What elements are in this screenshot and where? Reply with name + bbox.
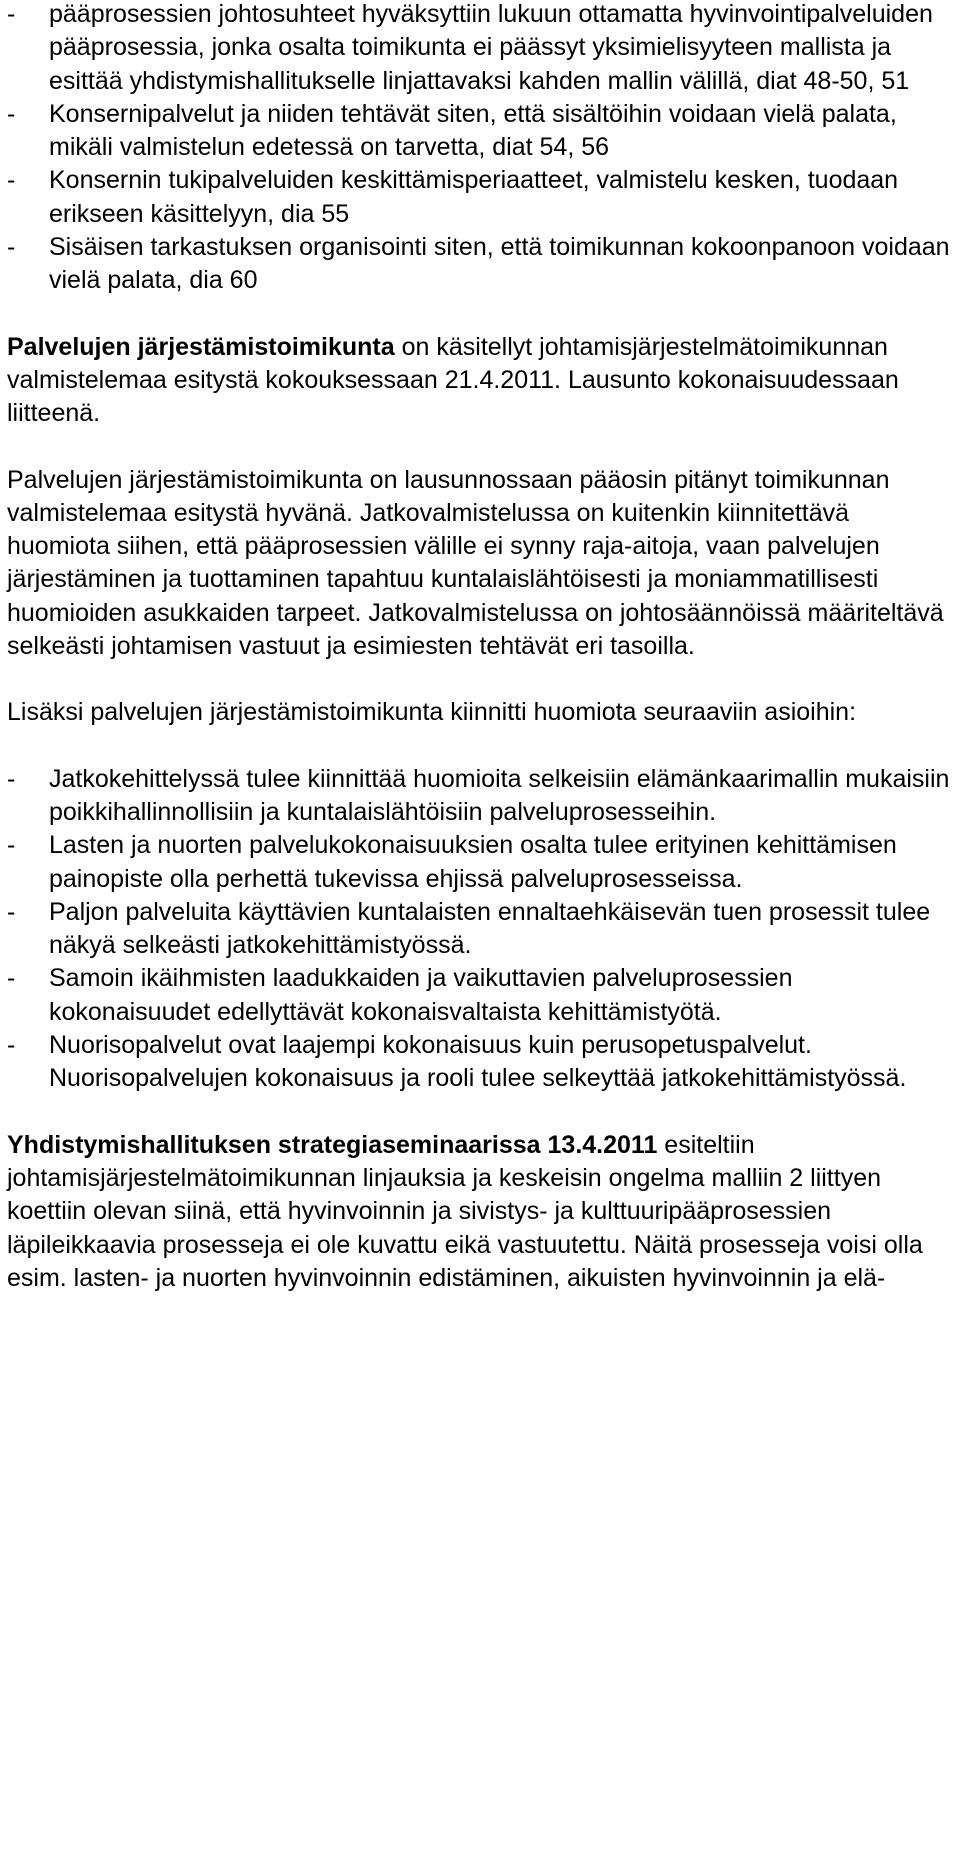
list-dash: - [7, 964, 16, 993]
list-item-text: pääprosessien johtosuhteet hyväksyttiin lukuun ottamatta hyvinvointipalveluiden pääprosessia, jonka osalta toimikunta ei päässyt yksimielisyyteen mallista ja esittää yhdistymishallitukselle linjattavaksi kahden mallin välillä, diat 48-50, 51 [49, 0, 933, 95]
list-item [7, 231, 955, 298]
list-item [7, 896, 955, 963]
list-dash: - [7, 233, 16, 262]
list-item [7, 763, 955, 830]
list-item-text: Konsernipalvelut ja niiden tehtävät siten, että sisältöihin voidaan vielä palata, mikäli valmistelun edetessä on tarvetta, diat 54, 56 [49, 99, 897, 162]
committee-text: on käsitellyt johtamisjärjestelmätoimikunnan valmistelemaa esitystä kokouksessaan 21.4.2011. Lausunto kokonaisuudessaan liitteenä. [7, 332, 899, 428]
list-item-text: Sisäisen tarkastuksen organisointi siten, että toimikunnan kokoonpanoon voidaan vielä palata, dia 60 [49, 233, 950, 295]
list-dash: - [7, 0, 16, 28]
list-item-text: Nuorisopalvelut ovat laajempi kokonaisuus kuin perusopetuspalvelut. Nuorisopalvelujen kokonaisuus ja rooli tulee selkeyttää jatkokehittämistyössä. [49, 1031, 907, 1093]
list-dash: - [7, 764, 16, 793]
list-item-text: Paljon palveluita käyttävien kuntalaisten ennaltaehkäisevän tuen prosessit tulee näkyä selkeästi jatkokehittämistyössä. [49, 897, 931, 960]
seminar-heading: Yhdistymishallituksen strategiaseminaarissa 13.4.2011 [7, 1130, 658, 1159]
document-page [7, 0, 955, 1295]
seminar-paragraph [7, 1129, 955, 1295]
statement-paragraph: Palvelujen järjestämistoimikunta on lausunnossaan pääosin pitänyt toimikunnan valmistelemaa esitystä hyvänä. Jatkovalmistelussa on kuitenkin kiinnitettävä huomiota siihen, että pääprosessien välille ei synny raja-aitoja, vaan palvelujen järjestäminen ja tuottaminen tapahtuu kuntalaislähtöisesti ja moniammatillisesti huomioiden asukkaiden tarpeet. Jatkovalmistelussa on johtosäännöissä määriteltävä selkeästi johtamisen vastuut ja esimiesten tehtävät eri tasoilla. [7, 465, 944, 661]
list-item [7, 164, 955, 231]
list-item [7, 0, 955, 98]
list-dash: - [7, 1031, 16, 1060]
list-dash: - [7, 166, 16, 195]
additional-paragraph: Lisäksi palvelujen järjestämistoimikunta kiinnitti huomiota seuraaviin asioihin: [7, 698, 857, 727]
list-item [7, 962, 955, 1029]
list-item-text: Samoin ikäihmisten laadukkaiden ja vaikuttavien palveluprosessien kokonaisuudet edellyttävät kokonaisvaltaista kehittämistyötä. [49, 964, 793, 1026]
list-item [7, 1029, 955, 1096]
list-item-text: Lasten ja nuorten palvelukokonaisuuksien osalta tulee erityinen kehittämisen painopiste olla perhettä tukevissa ehjissä palveluprosesseissa. [49, 831, 897, 893]
committee-paragraph [7, 331, 955, 431]
list-dash: - [7, 897, 16, 926]
seminar-text: esiteltiin johtamisjärjestelmätoimikunnan linjauksia ja keskeisin ongelma malliin 2 liittyen koettiin olevan siinä, että hyvinvoinnin ja sivistys- ja kulttuuripääprosessien läpileikkaavia prosesseja ei ole kuvattu eikä vastuutettu. Näitä prosesseja voisi olla esim. lasten- ja nuorten hyvinvoinnin edistäminen, aikuisten hyvinvoinnin ja elä- [7, 1130, 923, 1292]
intro-list [7, 0, 955, 298]
list-item [7, 98, 955, 165]
list-item-text: Jatkokehittelyssä tulee kiinnittää huomioita selkeisiin elämänkaarimallin mukaisiin poikkihallinnollisiin ja kuntalaislähtöisiin palveluprosesseihin. [49, 764, 950, 826]
list-item [7, 829, 955, 896]
points-list [7, 763, 955, 1096]
committee-name: Palvelujen järjestämistoimikunta [7, 332, 395, 361]
list-item-text: Konsernin tukipalveluiden keskittämisperiaatteet, valmistelu kesken, tuodaan erikseen käsittelyyn, dia 55 [49, 166, 899, 228]
list-dash: - [7, 99, 16, 128]
list-dash: - [7, 831, 16, 860]
